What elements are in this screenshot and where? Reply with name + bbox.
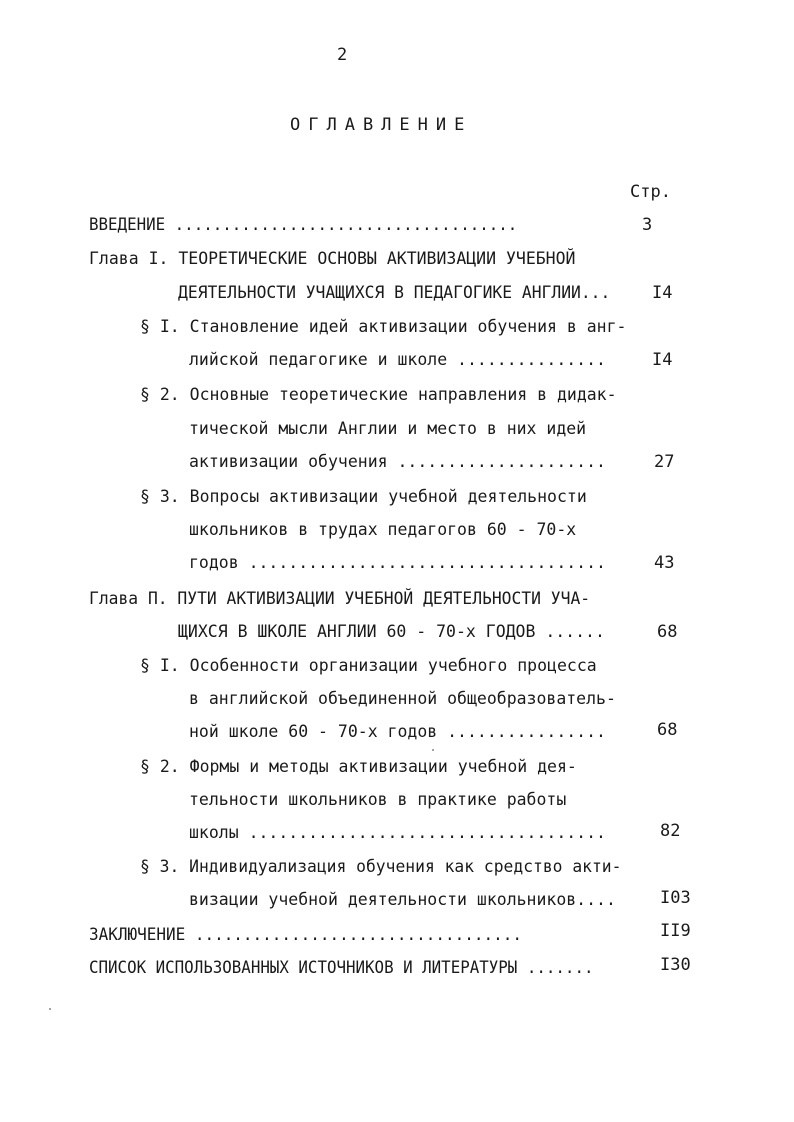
toc-line-ch2-s1-cont1: в английской объединенной общеобразователь- (189, 689, 616, 709)
toc-line-ch1-s3-cont2: годов .................................... (189, 553, 606, 573)
toc-line-ch2-s1-cont2: ной школе 60 - 70-х годов ................ (189, 722, 606, 742)
toc-page-ch2-s3: I03 (660, 888, 691, 908)
toc-line-ch1-s3-cont1: школьников в трудах педагогов 60 - 70-х (189, 520, 577, 540)
toc-line-ch1-s1: § I. Становление идей активизации обучения в анг- (140, 317, 627, 337)
toc-page-ch2-s2: 82 (660, 821, 681, 841)
page-title: ОГЛАВЛЕНИЕ (290, 115, 473, 135)
toc-page-ch1-s2: 27 (654, 452, 675, 472)
toc-line-ch2-s3: § 3. Индивидуализация обучения как средство акти- (140, 857, 622, 877)
toc-page-introduction: 3 (642, 215, 653, 235)
scan-speck (49, 1008, 51, 1010)
toc-page-chapter-2: 68 (657, 622, 678, 642)
toc-line-ch1-s3: § 3. Вопросы активизации учебной деятельности (140, 487, 587, 507)
toc-line-chapter-2-cont: ЩИХСЯ В ШКОЛЕ АНГЛИИ 60 - 70-х ГОДОВ ...... (178, 622, 605, 642)
toc-line-chapter-2: Глава П. ПУТИ АКТИВИЗАЦИИ УЧЕБНОЙ ДЕЯТЕЛЬНОСТИ УЧА- (89, 589, 591, 609)
toc-line-ch1-s2: § 2. Основные теоретические направления в дидак- (140, 385, 617, 405)
toc-line-chapter-1: Глава I. ТЕОРЕТИЧЕСКИЕ ОСНОВЫ АКТИВИЗАЦИИ УЧЕБНОЙ (89, 249, 576, 269)
toc-line-ch2-s2-cont1: тельности школьников в практике работы (189, 790, 567, 810)
toc-line-references: СПИСОК ИСПОЛЬЗОВАННЫХ ИСТОЧНИКОВ И ЛИТЕРАТУРЫ ....... (89, 958, 594, 978)
toc-line-ch1-s2-cont1: тической мысли Англии и место в них идей (189, 419, 587, 439)
page-column-header: Стр. (630, 182, 671, 202)
toc-line-ch2-s3-cont: визации учебной деятельности школьников.... (189, 890, 616, 910)
toc-line-introduction: ВВЕДЕНИЕ .................................... (89, 215, 518, 235)
toc-line-chapter-1-cont: ДЕЯТЕЛЬНОСТИ УЧАЩИХСЯ В ПЕДАГОГИКЕ АНГЛИИ... (178, 283, 611, 303)
page-number: 2 (337, 45, 348, 65)
toc-line-conclusion: ЗАКЛЮЧЕНИЕ .................................. (89, 925, 522, 945)
toc-page-ch1-s3: 43 (654, 553, 675, 573)
toc-page-references: I30 (660, 955, 691, 975)
toc-line-ch2-s2: § 2. Формы и методы активизации учебной дея- (140, 757, 577, 777)
toc-line-ch1-s1-cont: лийской педагогике и школе ............... (189, 350, 606, 370)
toc-line-ch2-s1: § I. Особенности организации учебного процесса (140, 656, 597, 676)
toc-page-conclusion: II9 (660, 921, 691, 941)
toc-line-ch2-s2-cont2: школы .................................... (189, 823, 606, 843)
toc-line-ch1-s2-cont2: активизации обучения ..................... (189, 452, 606, 472)
toc-page-ch2-s1: 68 (657, 720, 678, 740)
scan-speck (432, 749, 434, 751)
toc-page-ch1-s1: I4 (652, 350, 673, 370)
toc-page-chapter-1: I4 (652, 283, 673, 303)
